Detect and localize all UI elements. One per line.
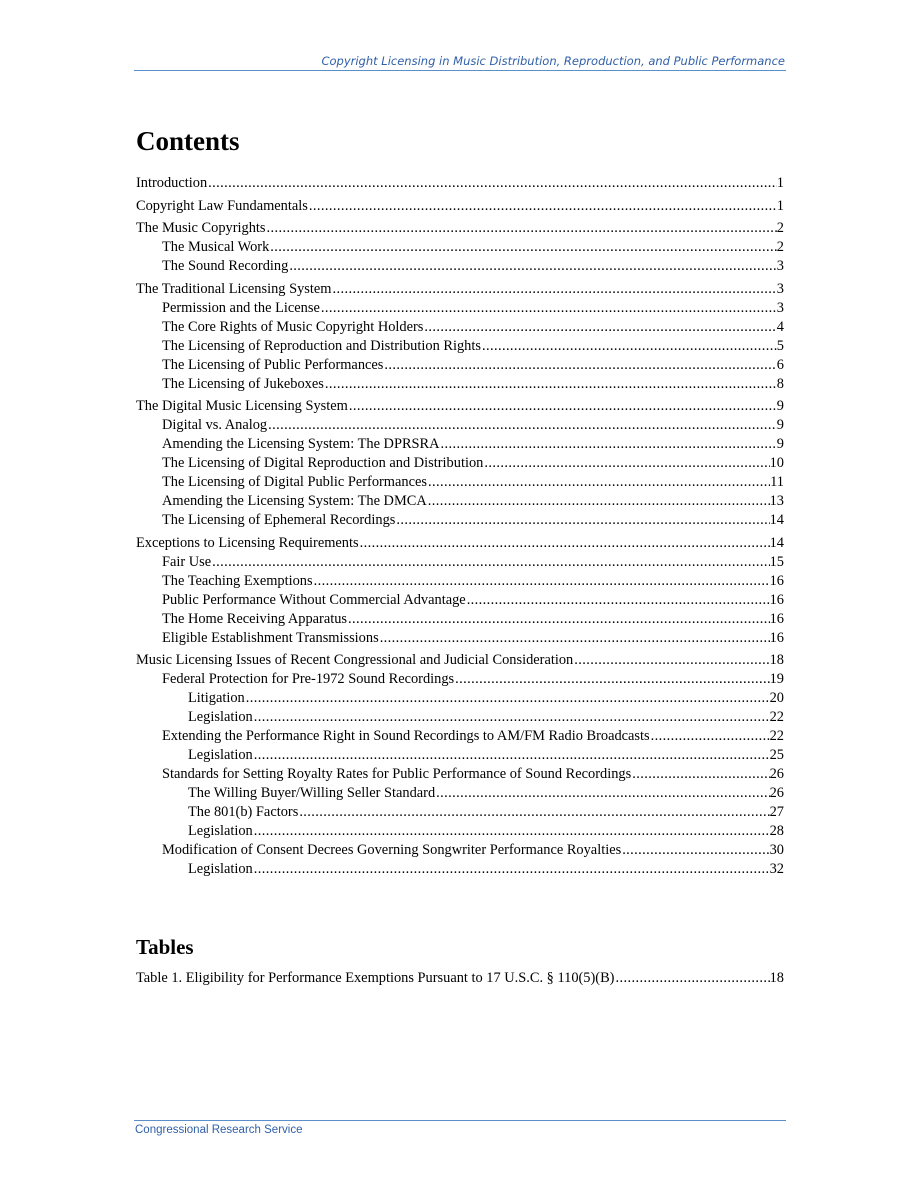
toc-entry-page: 1 — [776, 197, 784, 214]
dot-leader — [348, 397, 777, 416]
toc-entry-page: 4 — [776, 318, 784, 335]
toc-entry-title: The Traditional Licensing System — [136, 280, 332, 297]
toc-entry-page: 1 — [776, 175, 784, 191]
toc-entry[interactable] — [136, 610, 784, 629]
dot-leader — [359, 534, 770, 553]
toc-entry[interactable] — [136, 174, 784, 193]
dot-leader — [454, 670, 769, 689]
toc-entry-title: The Core Rights of Music Copyright Holders — [162, 318, 424, 335]
dot-leader — [435, 784, 769, 803]
toc-entry-page: 16 — [769, 629, 784, 646]
toc-entry-title: Permission and the License — [162, 299, 320, 316]
toc-entry-page: 26 — [769, 785, 784, 801]
toc-entry-title: The Licensing of Reproduction and Distribution Rights — [162, 337, 481, 354]
toc-entry[interactable] — [136, 572, 784, 591]
toc-entry-page: 8 — [776, 375, 784, 392]
dot-leader — [347, 610, 770, 629]
toc-entry-title: The Musical Work — [162, 239, 270, 255]
toc-entry-page: 20 — [769, 690, 784, 706]
toc-entry[interactable] — [136, 708, 784, 727]
toc-entry[interactable] — [136, 534, 784, 553]
toc-entry-title: Table 1. Eligibility for Performance Exemptions Pursuant to 17 U.S.C. § 110(5)(B) — [136, 970, 615, 986]
toc-entry-page: 3 — [776, 258, 784, 274]
dot-leader — [440, 435, 777, 454]
toc-entry-page: 10 — [769, 455, 784, 471]
toc-entry[interactable] — [136, 356, 784, 375]
toc-entry-page: 9 — [776, 417, 784, 433]
toc-entry-title: Copyright Law Fundamentals — [136, 197, 308, 214]
toc-entry[interactable] — [136, 492, 784, 511]
toc-entry-title: The Digital Music Licensing System — [136, 398, 348, 414]
table-of-contents — [136, 174, 784, 879]
toc-entry-title: Exceptions to Licensing Requirements — [136, 534, 359, 551]
toc-entry[interactable] — [136, 727, 784, 746]
toc-entry-title: The Licensing of Public Performances — [162, 356, 384, 373]
toc-entry-title: The Teaching Exemptions — [162, 572, 313, 589]
dot-leader — [614, 969, 769, 988]
toc-entry[interactable] — [136, 238, 784, 257]
dot-leader — [423, 318, 776, 337]
toc-entry-page: 13 — [769, 493, 784, 509]
toc-entry-title: The Licensing of Ephemeral Recordings — [162, 512, 396, 528]
toc-entry-title: Federal Protection for Pre-1972 Sound Recordings — [162, 671, 455, 687]
toc-entry-title: The Willing Buyer/Willing Seller Standard — [188, 785, 436, 801]
toc-entry-title: Public Performance Without Commercial Advantage — [162, 591, 466, 608]
dot-leader — [313, 572, 770, 591]
toc-entry-page: 30 — [769, 842, 784, 858]
dot-leader — [266, 219, 777, 238]
dot-leader — [481, 337, 777, 356]
toc-entry-title: Legislation — [188, 709, 253, 725]
dot-leader — [573, 651, 769, 670]
toc-entry[interactable] — [136, 765, 784, 784]
toc-entry-page: 2 — [776, 239, 784, 255]
dot-leader — [621, 841, 769, 860]
toc-entry[interactable] — [136, 553, 784, 572]
toc-entry-title: The 801(b) Factors — [188, 804, 299, 820]
list-of-tables — [136, 969, 784, 988]
toc-entry-page: 15 — [769, 553, 784, 570]
toc-entry-title: Digital vs. Analog — [162, 417, 268, 433]
dot-leader — [211, 553, 769, 572]
toc-entry-title: The Home Receiving Apparatus — [162, 610, 348, 627]
toc-entry-page: 27 — [769, 804, 784, 820]
dot-leader — [207, 174, 777, 193]
dot-leader — [650, 727, 770, 746]
toc-entry[interactable] — [136, 299, 784, 318]
toc-entry-page: 14 — [769, 512, 784, 528]
toc-entry-page: 5 — [776, 337, 784, 354]
toc-entry-page: 19 — [769, 671, 784, 687]
toc-entry[interactable] — [136, 318, 784, 337]
contents-heading: Contents — [136, 126, 240, 156]
toc-entry[interactable] — [136, 280, 784, 299]
toc-entry-title: Extending the Performance Right in Sound Recordings to AM/FM Radio Broadcasts — [162, 728, 650, 744]
toc-entry-page: 9 — [776, 436, 784, 452]
toc-entry[interactable] — [136, 337, 784, 356]
footer-org-name: Congressional Research Service — [135, 1124, 303, 1136]
toc-entry-title: The Licensing of Digital Public Performances — [162, 474, 427, 490]
toc-entry[interactable] — [136, 473, 784, 492]
toc-entry[interactable] — [136, 591, 784, 610]
dot-leader — [308, 197, 777, 216]
toc-entry-title: The Licensing of Digital Reproduction and Distribution — [162, 455, 484, 471]
page-header — [134, 52, 786, 71]
toc-entry-title: The Licensing of Jukeboxes — [162, 375, 324, 392]
toc-entry-page: 22 — [769, 728, 784, 744]
toc-entry[interactable] — [136, 435, 784, 454]
toc-entry-title: Fair Use — [162, 553, 212, 570]
toc-entry[interactable] — [136, 746, 784, 765]
dot-leader — [267, 416, 777, 435]
dot-leader — [483, 454, 769, 473]
toc-entry-page: 32 — [769, 861, 784, 877]
dot-leader — [253, 708, 770, 727]
toc-entry[interactable] — [136, 822, 784, 841]
toc-entry-page: 16 — [769, 591, 784, 608]
toc-entry-title: Music Licensing Issues of Recent Congressional and Judicial Consideration — [136, 652, 574, 668]
toc-entry-page: 2 — [776, 220, 784, 236]
toc-entry-title: Amending the Licensing System: The DPRSRA — [162, 436, 440, 452]
toc-entry-title: Legislation — [188, 823, 253, 839]
dot-leader — [379, 629, 770, 648]
toc-entry-title: Legislation — [188, 861, 253, 877]
toc-entry[interactable] — [136, 257, 784, 276]
toc-entry-title: Introduction — [136, 175, 208, 191]
dot-leader — [427, 492, 770, 511]
dot-leader — [269, 238, 777, 257]
toc-entry-page: 22 — [769, 709, 784, 725]
toc-entry[interactable] — [136, 670, 784, 689]
tables-heading: Tables — [136, 935, 194, 959]
toc-entry-page: 16 — [769, 610, 784, 627]
toc-entry-title: Eligible Establishment Transmissions — [162, 629, 379, 646]
toc-entry-page: 14 — [769, 534, 784, 551]
dot-leader — [383, 356, 776, 375]
toc-entry-page: 28 — [769, 823, 784, 839]
dot-leader — [466, 591, 770, 610]
toc-entry-page: 18 — [769, 970, 784, 986]
toc-entry[interactable] — [136, 219, 784, 238]
toc-entry-page: 9 — [776, 398, 784, 414]
toc-entry[interactable] — [136, 454, 784, 473]
toc-entry-page: 6 — [776, 356, 784, 373]
toc-entry-page: 18 — [769, 652, 784, 668]
dot-leader — [631, 765, 769, 784]
dot-leader — [253, 822, 770, 841]
toc-entry-page: 16 — [769, 572, 784, 589]
running-title: Copyright Licensing in Music Distribution, Reproduction, and Public Performance — [321, 54, 785, 68]
toc-entry-title: Standards for Setting Royalty Rates for Public Performance of Sound Recordings — [162, 766, 632, 782]
toc-entry-page: 25 — [769, 747, 784, 763]
dot-leader — [298, 803, 769, 822]
toc-entry-page: 26 — [769, 766, 784, 782]
dot-leader — [245, 689, 770, 708]
toc-entry-title: Litigation — [188, 690, 245, 706]
toc-entry-title: Modification of Consent Decrees Governing Songwriter Performance Royalties — [162, 842, 622, 858]
toc-entry[interactable] — [136, 689, 784, 708]
toc-entry[interactable] — [136, 860, 784, 879]
dot-leader — [331, 280, 776, 299]
dot-leader — [253, 860, 770, 879]
toc-entry[interactable] — [136, 416, 784, 435]
toc-entry-title: The Music Copyrights — [136, 220, 266, 236]
toc-entry[interactable] — [136, 784, 784, 803]
dot-leader — [427, 473, 770, 492]
dot-leader — [253, 746, 770, 765]
toc-entry[interactable] — [136, 375, 784, 394]
toc-entry-page: 3 — [776, 299, 784, 316]
toc-entry[interactable] — [136, 197, 784, 216]
dot-leader — [395, 511, 769, 530]
toc-entry[interactable] — [136, 629, 784, 648]
toc-entry[interactable] — [136, 969, 784, 988]
dot-leader — [288, 257, 776, 276]
toc-entry-title: Legislation — [188, 747, 253, 763]
toc-entry[interactable] — [136, 511, 784, 530]
page-footer — [134, 1120, 786, 1136]
toc-entry[interactable] — [136, 803, 784, 822]
toc-entry[interactable] — [136, 841, 784, 860]
dot-leader — [324, 375, 777, 394]
toc-entry[interactable] — [136, 651, 784, 670]
toc-entry-title: The Sound Recording — [162, 258, 289, 274]
toc-entry-title: Amending the Licensing System: The DMCA — [162, 493, 427, 509]
toc-entry-page: 3 — [776, 280, 784, 297]
dot-leader — [320, 299, 777, 318]
toc-entry[interactable] — [136, 397, 784, 416]
toc-entry-page: 11 — [770, 474, 784, 490]
